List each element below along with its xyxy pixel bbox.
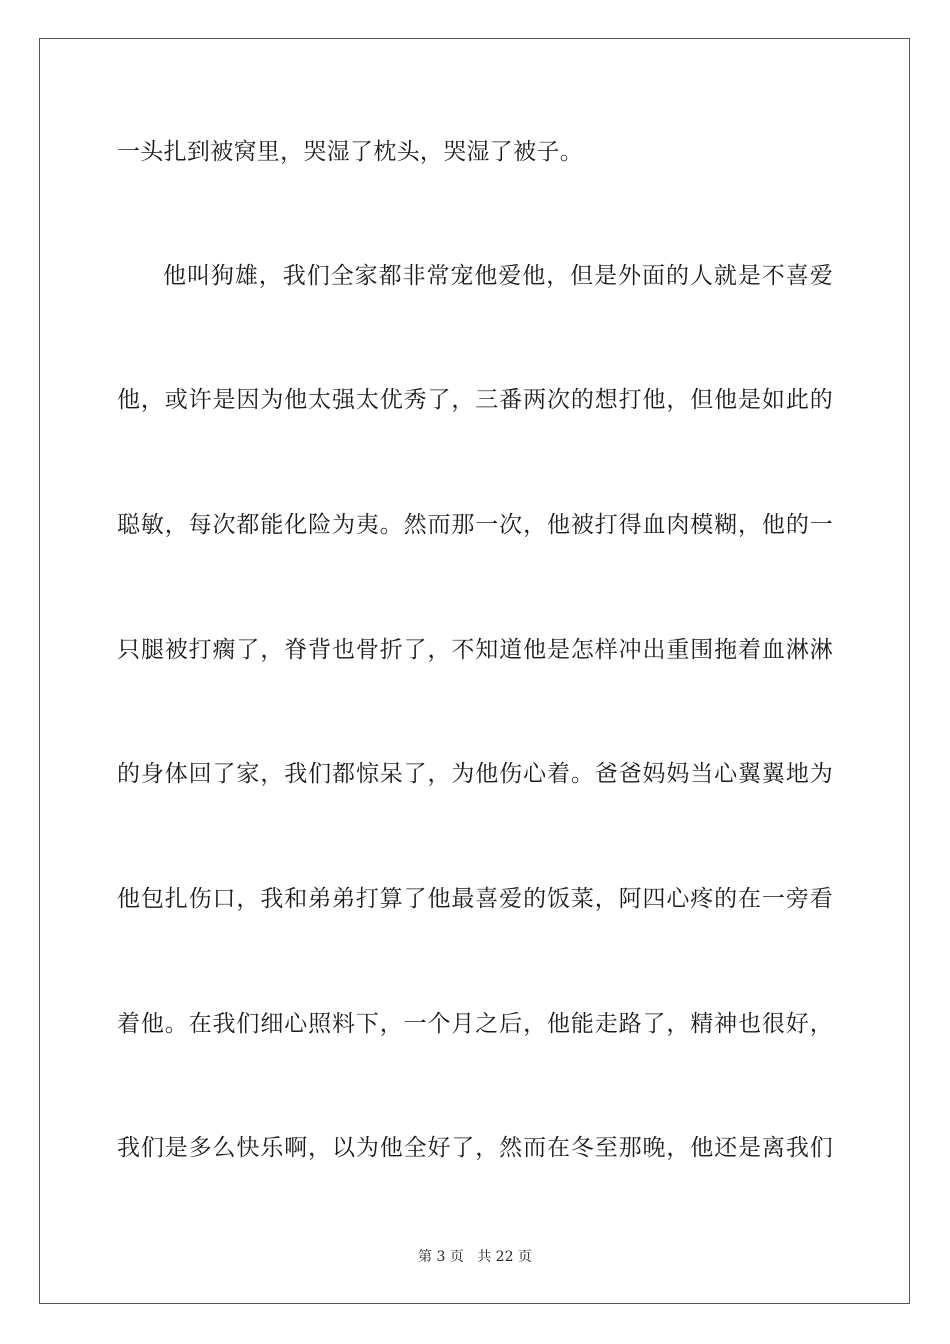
text-line-8: 着他。在我们细心照料下，一个月之后，他能走路了，精神也很好， — [117, 1011, 833, 1037]
text-line-5: 只腿被打瘸了，脊背也骨折了，不知道他是怎样冲出重围拖着血淋淋 — [117, 637, 833, 663]
text-line-3: 他，或许是因为他太强太优秀了，三番两次的想打他，但他是如此的 — [117, 387, 833, 413]
text-line-2: 他叫狗雄，我们全家都非常宠他爱他，但是外面的人就是不喜爱 — [163, 263, 833, 289]
text-line-7: 他包扎伤口，我和弟弟打算了他最喜爱的饭菜，阿四心疼的在一旁看 — [117, 886, 833, 912]
page-total: 共 22 页 — [477, 1249, 532, 1265]
text-line-4: 聪敏，每次都能化险为夷。然而那一次，他被打得血肉模糊，他的一 — [117, 512, 833, 538]
text-line-6: 的身体回了家，我们都惊呆了，为他伤心着。爸爸妈妈当心翼翼地为 — [117, 761, 833, 787]
page-number: 第 3 页 — [418, 1249, 464, 1265]
text-line-1: 一头扎到被窝里，哭湿了枕头，哭湿了被子。 — [117, 139, 583, 165]
text-line-9: 我们是多么快乐啊，以为他全好了，然而在冬至那晚，他还是离我们 — [117, 1135, 833, 1161]
page-border — [39, 38, 910, 1304]
page-footer — [0, 1248, 950, 1266]
